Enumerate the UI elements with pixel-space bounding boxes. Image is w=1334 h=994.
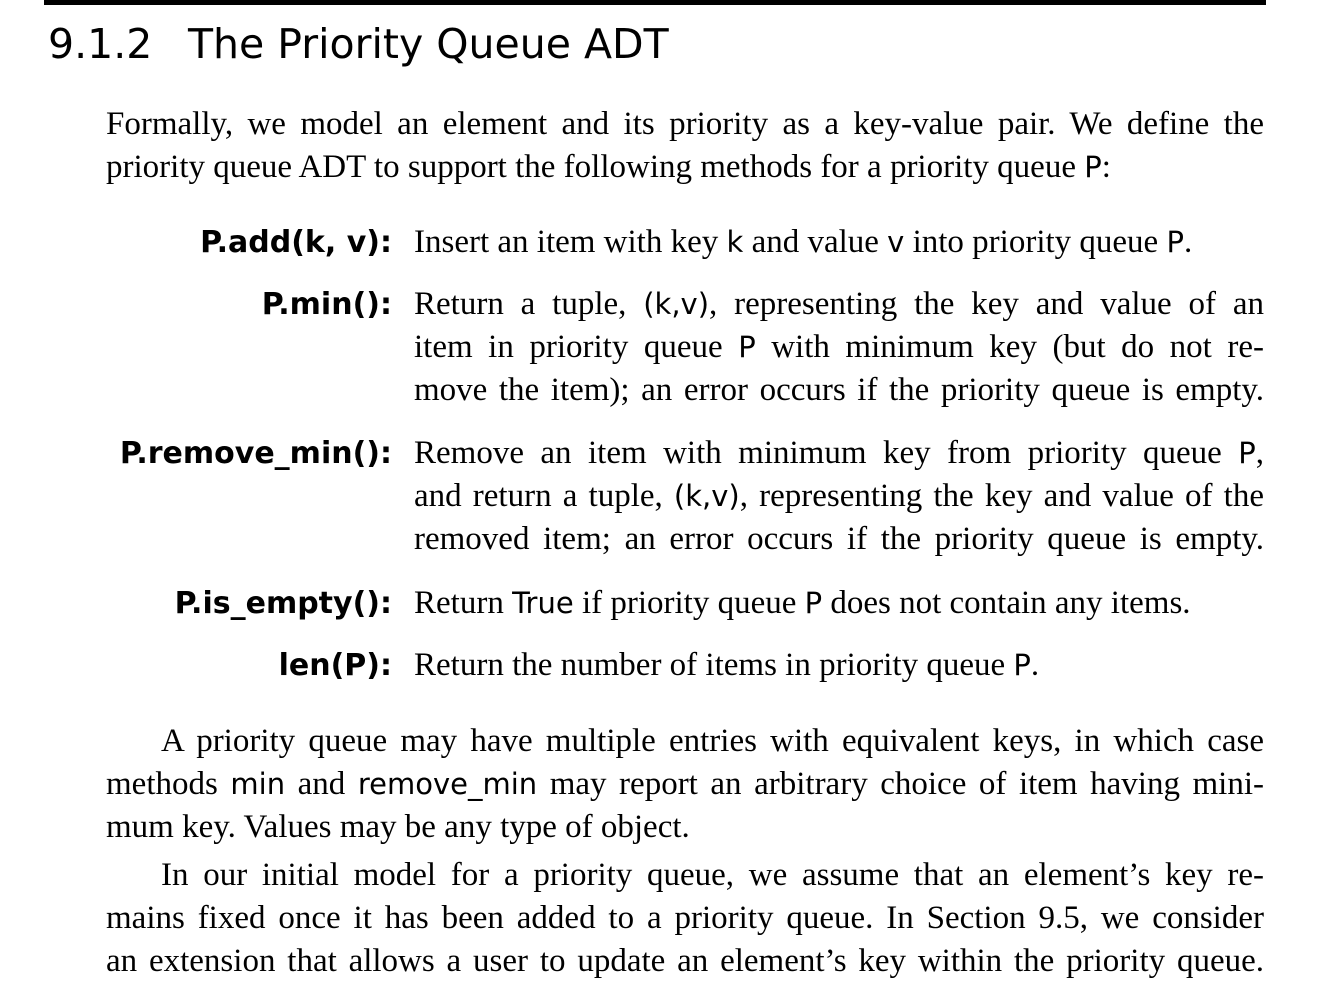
method-ref-remove-min: remove_min <box>357 767 538 801</box>
text: . <box>1183 224 1193 260</box>
colon: : <box>1101 149 1111 185</box>
var-v: v <box>887 225 905 259</box>
text: mains fixed once it has been added to a priority queue. In Section 9.5, we consider <box>106 900 1264 936</box>
method-name: len(P): <box>278 648 392 683</box>
text: Return a tuple, <box>414 286 644 322</box>
text: mum key. Values may be any type of object. <box>106 809 690 845</box>
var-p: P <box>1238 436 1256 470</box>
var-k: k <box>726 225 744 259</box>
desc-line <box>414 518 1264 561</box>
text: , representing the key and value of the <box>739 478 1264 514</box>
text: , <box>1255 435 1264 471</box>
paragraph-fixed-keys <box>106 854 1264 983</box>
method-ref-min: min <box>230 767 286 801</box>
section-heading <box>48 14 669 74</box>
text: with minimum key (but do not re- <box>755 329 1264 365</box>
desc-line <box>414 475 1264 518</box>
para-line <box>106 720 1264 763</box>
text: and <box>285 766 358 802</box>
text: item in priority queue <box>414 329 739 365</box>
intro-line-1: Formally, we model an element and its priority as a key-value pair. We define the <box>106 106 1264 142</box>
text: if priority queue <box>573 585 805 621</box>
para-line <box>106 806 1264 849</box>
para-line <box>106 897 1264 940</box>
desc-line <box>414 369 1264 412</box>
text: A priority queue may have multiple entries with equivalent keys, in which case <box>161 723 1264 759</box>
text: methods <box>106 766 231 802</box>
text: an extension that allows a user to update an element’s key within the priority queue. <box>106 943 1264 979</box>
intro-line-2: priority queue ADT to support the following methods for a priority queue <box>106 149 1085 185</box>
var-p: P <box>804 586 823 620</box>
method-name: P.min(): <box>261 287 392 322</box>
text: into priority queue <box>904 224 1167 260</box>
para-line <box>106 763 1264 806</box>
text: and value <box>743 224 888 260</box>
text: Return <box>414 585 513 621</box>
method-description <box>414 283 1264 412</box>
method-description <box>414 644 1264 687</box>
text: Return the number of items in priority queue <box>414 647 1014 683</box>
var-p: P <box>1166 225 1184 259</box>
section-number: 9.1.2 <box>48 20 153 68</box>
text: . <box>1030 647 1040 683</box>
tuple-kv: (k,v) <box>673 479 740 513</box>
top-rule <box>44 0 1266 5</box>
text: removed item; an error occurs if the priority queue is empty. <box>414 521 1264 557</box>
desc-line <box>414 432 1264 475</box>
text: and return a tuple, <box>414 478 674 514</box>
method-name: P.remove_min(): <box>119 436 392 471</box>
method-description <box>414 582 1264 625</box>
text: may report an arbitrary choice of item having mini- <box>537 766 1265 802</box>
desc-line <box>414 283 1264 326</box>
method-description <box>414 221 1264 264</box>
text: In our initial model for a priority queue, we assume that an element’s key re- <box>161 857 1264 893</box>
text: Remove an item with minimum key from priority queue <box>414 435 1239 471</box>
text: , representing the key and value of an <box>709 286 1264 322</box>
var-p: P <box>738 330 756 364</box>
method-name: P.add(k, v): <box>200 225 392 260</box>
desc-line <box>414 326 1264 369</box>
tuple-kv: (k,v) <box>643 287 710 321</box>
text: Insert an item with key <box>414 224 727 260</box>
text: does not contain any items. <box>822 585 1191 621</box>
literal-true: True <box>512 586 574 620</box>
var-p: P <box>1084 150 1102 184</box>
para-line <box>106 854 1264 897</box>
intro-paragraph <box>106 103 1264 189</box>
text: move the item); an error occurs if the priority queue is empty. <box>414 372 1264 408</box>
paragraph-duplicate-keys <box>106 720 1264 849</box>
section-title: The Priority Queue ADT <box>188 20 669 68</box>
para-line <box>106 940 1264 983</box>
method-name: P.is_empty(): <box>174 586 392 621</box>
var-p: P <box>1013 648 1031 682</box>
method-description <box>414 432 1264 561</box>
